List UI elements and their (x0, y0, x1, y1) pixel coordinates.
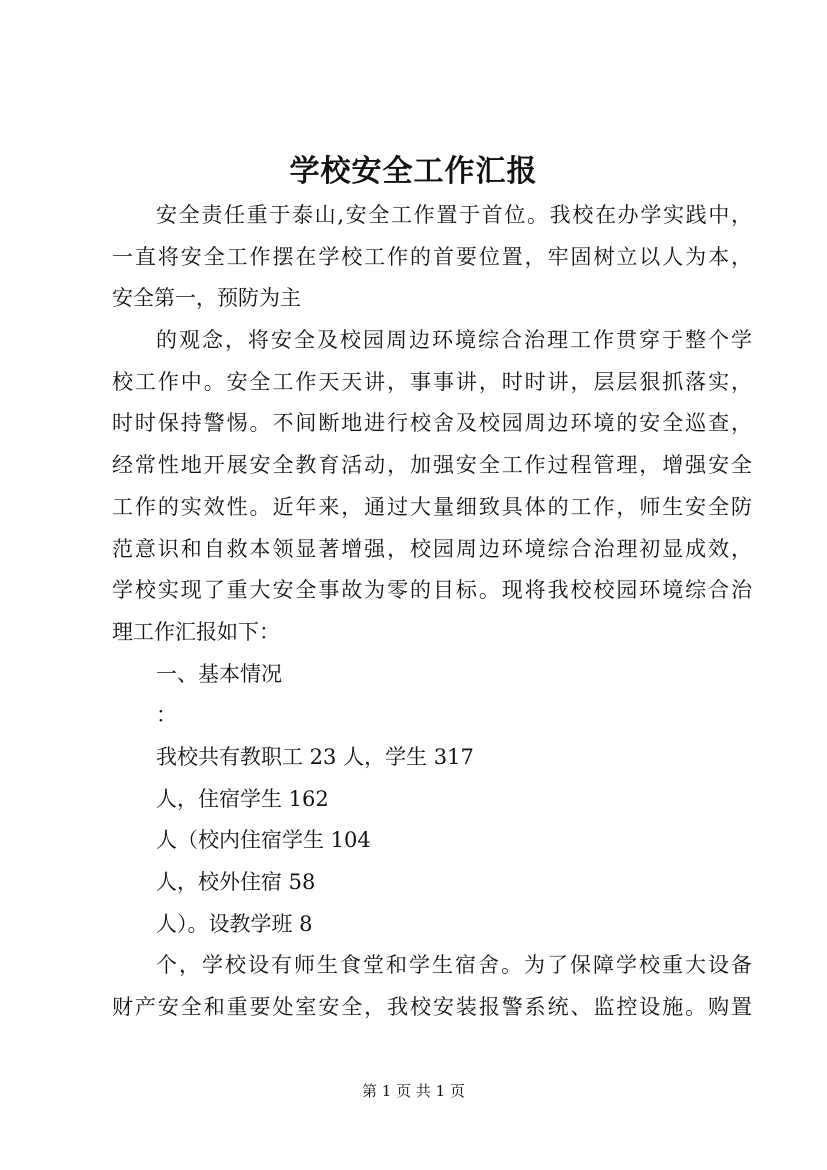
body-line: 财产安全和重要处室安全，我校安装报警系统、监控设施。购置 (112, 995, 752, 1020)
body-line: 人（校内住宿学生 104 (156, 828, 371, 853)
body-line: 人，住宿学生 162 (156, 786, 329, 811)
body-line: 时时保持警惕。不间断地进行校舍及校园周边环境的安全巡查， (112, 411, 752, 436)
body-line: 安全第一，预防为主 (112, 286, 301, 311)
body-line: 人）。设教学班 8 (156, 911, 313, 936)
body-line: 工作的实效性。近年来，通过大量细致具体的工作，师生安全防 (112, 494, 752, 519)
body-line: 范意识和自救本领显著增强，校园周边环境综合治理初显成效， (112, 536, 752, 561)
document-body (112, 195, 752, 1029)
body-line: 我校共有教职工 23 人，学生 317 (156, 744, 474, 769)
body-line: 一直将安全工作摆在学校工作的首要位置，牢固树立以人为本， (112, 244, 752, 269)
body-line: 学校实现了重大安全事故为零的目标。现将我校校园环境综合治 (112, 578, 752, 603)
body-line: ： (156, 703, 177, 728)
page-number: 第 1 页 共 1 页 (362, 1082, 465, 1100)
document-title: 学校安全工作汇报 (289, 154, 538, 189)
body-line: 的观念，将安全及校园周边环境综合治理工作贯穿于整个学 (156, 328, 752, 353)
body-line: 人，校外住宿 58 (156, 870, 316, 894)
body-line: 理工作汇报如下： (112, 619, 280, 644)
section-heading: 一、基本情况 (156, 661, 282, 686)
body-line: 经常性地开展安全教育活动，加强安全工作过程管理，增强安全 (112, 453, 752, 478)
body-line: 安全责任重于泰山,安全工作置于首位。我校在办学实践中， (156, 203, 752, 227)
body-line: 个，学校设有师生食堂和学生宿舍。为了保障学校重大设备 (156, 953, 752, 978)
body-line: 校工作中。安全工作天天讲，事事讲，时时讲，层层狠抓落实， (112, 369, 752, 394)
